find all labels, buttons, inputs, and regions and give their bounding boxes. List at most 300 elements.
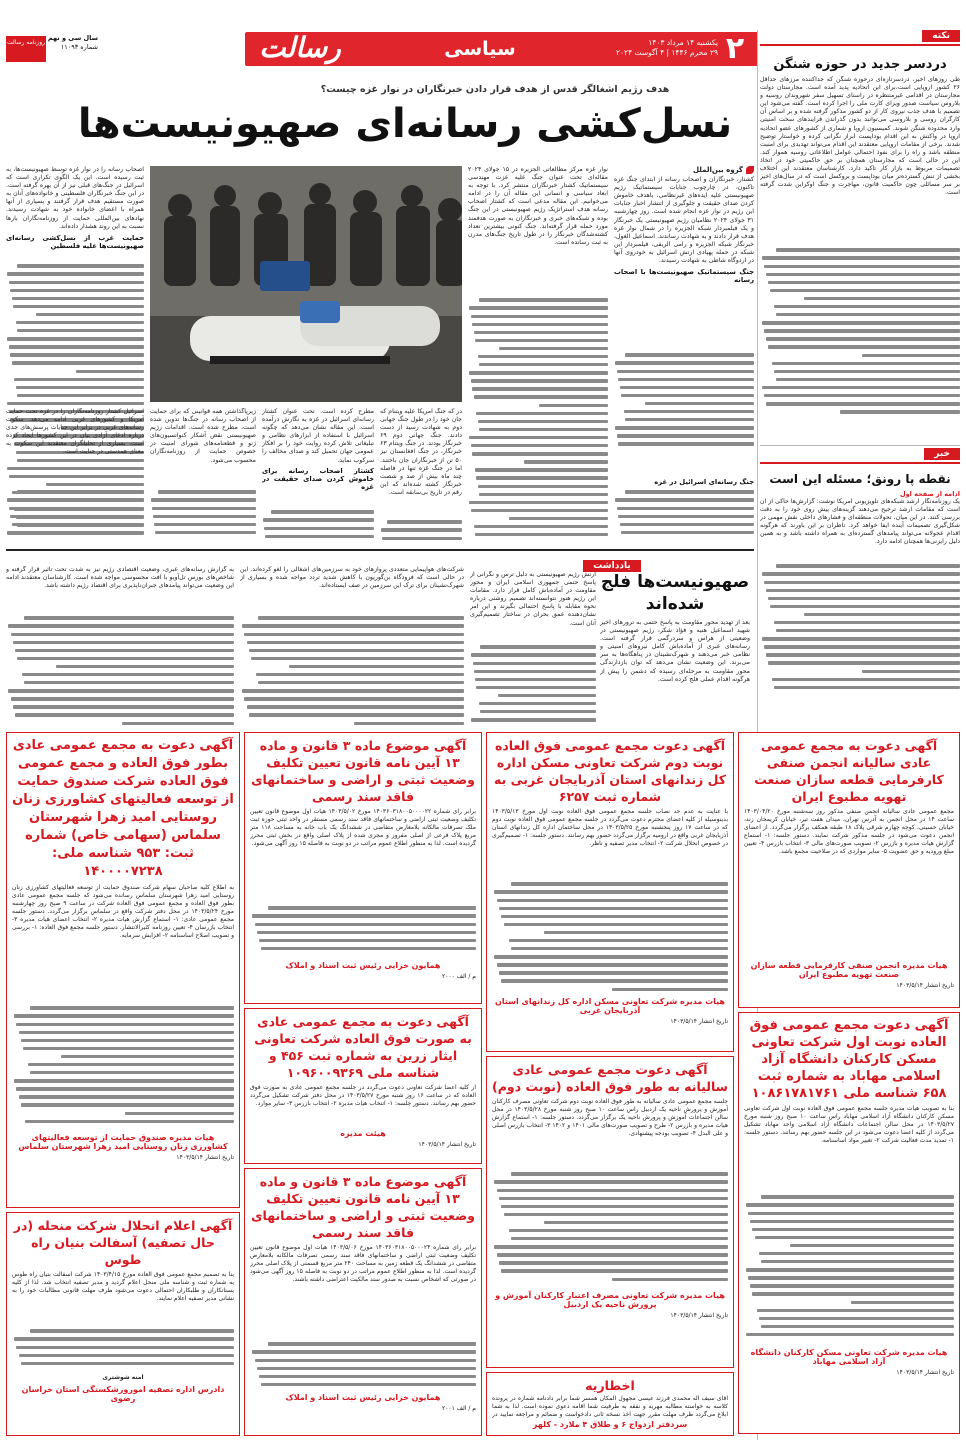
text-line-bar	[524, 460, 608, 463]
text-line	[468, 296, 608, 304]
text-line-bar	[501, 979, 728, 982]
lower2-continued	[262, 508, 374, 544]
main-lower-1-text: در که جنگ آمریکا علیه ویتنام که جان خود را در طول جنگ جهانی دوم به شهادت رسید از دست دادند. جنگ جهانی دوم ۶۹ خبرنگار بودند. در جنگ ویتنام ۶۳ خبرنگار، در جنگ افغانستان نیز ۵۰ تن از خبرنگاران جان باختند. اما در جنگ غزه تنها در فاصله چند ماه بیش از صد و شصت خبرنگار کشته شده‌اند که این رقم در تاریخ بی‌سابقه است.	[380, 408, 462, 496]
ad-1-sign: هیات مدیره انجمن صنفی کارفرمایی قطعه سازان صنعت تهویه مطبوع ایران	[750, 961, 948, 979]
text-line	[492, 1170, 728, 1178]
text-line-bar	[776, 313, 960, 316]
text-line	[492, 1243, 728, 1251]
date-block	[598, 38, 718, 58]
text-line	[6, 671, 234, 679]
text-line-bar	[618, 515, 754, 518]
text-line	[468, 304, 608, 312]
text-line-bar	[21, 1103, 234, 1106]
text-line-bar	[258, 616, 464, 619]
khabar-title: نقطه پا رونق؛ مسئله این است	[769, 472, 951, 486]
text-line	[6, 663, 234, 671]
text-line-bar	[790, 1244, 954, 1247]
text-line	[614, 432, 754, 440]
text-line	[380, 526, 462, 534]
text-line	[250, 904, 476, 912]
text-line	[760, 683, 960, 691]
text-line	[760, 254, 960, 262]
text-line-bar	[768, 597, 960, 600]
text-line	[150, 512, 256, 520]
text-line-bar	[764, 645, 960, 648]
text-line	[760, 246, 960, 254]
text-line-bar	[544, 931, 728, 934]
text-line-bar	[471, 379, 608, 382]
text-line-bar	[768, 661, 960, 664]
text-line-bar	[625, 490, 754, 493]
text-line	[614, 359, 754, 367]
text-line-bar	[268, 1342, 476, 1345]
text-line	[240, 638, 464, 646]
text-line-bar	[770, 289, 960, 292]
ad-8-body-text: برابر رای شماره ۱۴۰۳۶۰۳۱۸۰۰۵۰۰۰۲۴ مورخ ۱۴۰۳/۵/۰۶ هیات اول موضوع قانون تعیین تکلیف وضعیت ثبتی اراضی و ساختمانهای فاقد سند رسمی تصرفات مالکانه بلامعارض متقاضی در ششدانگ یک قطعه زمین به مساحت ۲۴۰ متر مربع قسمتی از پلاک اصلی محرز گردیده است. لذا به منظور اطلاع عموم مراتب در دو نوبت به فاصله ۱۵ روز آگهی می‌شود در صورتی که اشخاص نسبت به صدور سند مالکیت اعتراضی داشته باشند.	[250, 1244, 476, 1283]
text-line	[492, 985, 728, 993]
text-line-bar	[761, 1260, 954, 1263]
text-line-bar	[497, 1253, 728, 1256]
text-line-bar	[242, 689, 464, 692]
main-subhead-2: جنگ رسانه‌ای اسرائیل در غزه	[654, 478, 754, 486]
text-line	[468, 393, 608, 401]
ad-10-sign: سردفتر ازدواج ۶ و طلاق ۴ ملارد - کلهر	[532, 1420, 688, 1429]
text-line-bar	[259, 1375, 476, 1378]
text-line	[150, 496, 256, 504]
text-line	[6, 719, 234, 727]
text-line-bar	[17, 264, 144, 267]
text-line	[12, 1069, 234, 1077]
text-line-bar	[17, 394, 144, 397]
text-line-bar	[478, 355, 608, 358]
text-line	[262, 524, 374, 532]
text-line	[6, 335, 144, 343]
text-line	[492, 912, 728, 920]
text-line	[6, 638, 234, 646]
ad6-continued	[492, 1170, 728, 1288]
text-line-bar	[259, 939, 476, 942]
text-line	[6, 392, 144, 400]
text-line-bar	[764, 329, 960, 332]
text-line-bar	[382, 537, 462, 540]
text-line-bar	[13, 305, 144, 308]
text-line-bar	[476, 476, 608, 479]
text-line	[760, 570, 960, 578]
text-line	[744, 1290, 954, 1298]
text-line	[240, 711, 464, 719]
text-line	[614, 408, 754, 416]
text-line-bar	[501, 915, 728, 918]
text-line	[492, 969, 728, 977]
text-line	[760, 619, 960, 627]
issue-line: شماره ۱۱۰۹۳	[60, 43, 98, 51]
text-line-bar	[776, 629, 960, 632]
text-line	[250, 1356, 476, 1364]
text-line	[240, 671, 464, 679]
text-line-bar	[261, 947, 476, 950]
text-line-bar	[840, 410, 960, 413]
yaddasht-body	[600, 619, 750, 724]
text-line	[744, 1266, 954, 1274]
text-line-bar	[13, 705, 234, 708]
text-line-bar	[862, 354, 960, 357]
brand-logo: رسالت	[259, 31, 341, 64]
text-line-bar	[750, 1220, 954, 1223]
text-line-bar	[804, 297, 960, 300]
text-line	[6, 654, 234, 662]
text-line-bar	[615, 426, 754, 429]
ad-10-body: آقای سیف اله محمدی فرزند عیسی مجهول المکان همسر شما برابر دادنامه شماره در پرونده کلاسه به خواسته مطالبه مهریه و نفقه به طرفیت شما اقامه دعوی نموده است. لذا به شما ابلاغ می‌گردد ظرف مهلت مقرر جهت اخذ نسخه ثانی دادخواست و ضمائم و مراجعه نمایید در	[492, 1395, 728, 1418]
main-photo	[150, 166, 462, 402]
text-line-bar	[494, 1180, 728, 1183]
text-line-bar	[474, 670, 596, 673]
text-line	[760, 578, 960, 586]
text-line	[262, 532, 374, 540]
text-line-bar	[13, 641, 234, 644]
text-line	[6, 262, 144, 270]
text-line	[240, 695, 464, 703]
text-line-bar	[471, 315, 608, 318]
text-line-bar	[762, 256, 960, 259]
text-line-bar	[509, 1229, 728, 1232]
khabar-text-continued	[760, 562, 960, 698]
text-line	[492, 888, 728, 896]
text-line-bar	[475, 678, 596, 681]
text-line	[470, 675, 596, 683]
text-line	[760, 351, 960, 359]
ad-7	[244, 1008, 482, 1164]
text-line	[614, 383, 754, 391]
text-line	[468, 482, 608, 490]
text-line	[240, 646, 464, 654]
text-line-bar	[9, 345, 144, 348]
nokte-title: دردسر جدید در حوزه شنگن	[773, 57, 947, 72]
text-line	[250, 1380, 476, 1388]
ad-3	[244, 732, 482, 1004]
text-line-bar	[762, 386, 960, 389]
ad-3-date: م / الف ۲۰۰۰	[441, 973, 476, 980]
ad2-continued	[492, 880, 728, 994]
text-line-bar	[748, 1276, 954, 1279]
text-line	[492, 1275, 728, 1283]
text-line	[6, 270, 144, 278]
text-line	[6, 278, 144, 286]
text-line-bar	[761, 1325, 954, 1328]
text-line	[468, 426, 608, 434]
text-line-bar	[762, 321, 960, 324]
text-line-bar	[746, 1203, 954, 1206]
text-line	[12, 1020, 234, 1028]
main-headline: نسل‌کشی رسانه‌ای صهیونیست‌ها	[77, 101, 733, 147]
text-line-bar	[471, 653, 596, 656]
main-subhead-1: جنگ سیستماتیک صهیونیست‌ها با اصحاب رسانه	[614, 268, 754, 285]
ad-1	[738, 732, 960, 1008]
main-col-3-bottom	[6, 408, 144, 544]
text-line-bar	[24, 681, 234, 684]
text-line	[468, 353, 608, 361]
text-line	[760, 343, 960, 351]
text-line	[492, 937, 728, 945]
text-line-bar	[494, 890, 728, 893]
text-line-bar	[474, 331, 608, 334]
text-line-bar	[774, 305, 960, 308]
text-line-bar	[620, 386, 754, 389]
text-line-bar	[764, 394, 960, 397]
ad-6-sign: هیات مدیره شرکت تعاونی مصرف اعتبار کارکنان آموزش و پرورش ناحیه یک اردبیل	[495, 1291, 725, 1309]
nokte-body-text: طی روزهای اخیر، دردسرتازه‌ای درحوزه شنگن که جداکننده مرزهای حداقل ۲۶ کشور اروپایی است،برای این اتحادیه پدید آمده است. مجارستان دولت مجارستان در اقدامی غیرمنتظره در راستای تسهیل سفر شهروندان روسیه و بلاروس سیاست صدور ویزای کارت ملی را اجرا کرده است. گفته می‌شود این تصمیم با هدف جذب نیروی کار از دو کشور مذکور گرفته شده و بر اساس آن کارگران روسی و بلاروسی می‌توانند بدون گذراندن فرایندهای سخت امنیتی وارد محدوده شنگن شوند. کمیسیون اروپا و شماری از کشورهای عضو اتحادیه اروپا در واکنش به این اقدام بوداپست ابراز نگرانی کرده و خواستار توضیح شدند. برخی از مقامات اروپایی معتقدند این اقدام می‌تواند تهدیدی برای امنیت منطقه باشد و راه را برای نفوذ احتمالی عوامل اطلاعاتی روسیه هموار کند. این در حالی است که مجارستان همچنان بر حق حاکمیتی خود در اتخاذ تصمیمات مربوط به بازار کار تاکید دارد. کارشناسان معتقدند این اختلاف بخشی از تنش گسترده‌تر میان بوداپست و بروکسل است که در سال‌های اخیر بر سر مسائلی چون حاکمیت قانون، مهاجرت و جنگ اوکراین شدت گرفته است.	[760, 76, 960, 197]
text-line-bar	[153, 515, 256, 518]
text-line-bar	[249, 713, 464, 716]
text-line	[468, 369, 608, 377]
khabar-body-text: یک روزنامه‌نگار ارشد شبکه‌های تلویزیونی آمریکا نوشت: گزارش‌ها حاکی از آن است که مقامات ارشد ترجیح می‌دهند گزینه‌های پیش روی خود را به دقت بررسی کنند. در این میان، تحولات منطقه‌ای و فشارهای داخلی نقش مهمی در شکل‌گیری تصمیمات آینده ایفا خواهد کرد. ناظران بر این باورند که هرگونه اقدام عجولانه می‌تواند پیامدهای گسترده‌ای به همراه داشته باشد و به همین دلیل رایزنی‌ها همچنان ادامه دارد.	[760, 498, 960, 546]
text-line-bar	[539, 404, 608, 407]
text-line-bar	[14, 1014, 234, 1017]
text-line	[470, 667, 596, 675]
ad-4	[6, 732, 240, 1208]
text-line	[614, 375, 754, 383]
text-line	[240, 630, 464, 638]
yaddasht-col-3-text: شرکت‌های هواپیمایی متعددی پروازهای خود به سرزمین‌های اشغالی را لغو کرده‌اند. این در حالی است که فرودگاه بن‌گوریون با کاهش شدید تردد مواجه شده و بسیاری از شهرک‌نشینان برای ترک این سرزمین در صف ایستاده‌اند.	[240, 566, 464, 590]
text-line	[250, 1372, 476, 1380]
text-line	[12, 1109, 234, 1117]
text-line-bar	[497, 1189, 728, 1192]
ad-3-sign: همایون خزایی رئیس ثبت اسناد و املاک	[285, 961, 441, 970]
text-line	[760, 392, 960, 400]
text-line	[240, 622, 464, 630]
text-line	[6, 351, 144, 359]
ad-9-sign: دادرس اداره تصفیه امورورشکستگی استان خراسان رضوی	[21, 1385, 225, 1403]
text-line	[492, 929, 728, 937]
main-lower-1	[380, 408, 462, 544]
ad-6	[486, 1056, 734, 1368]
text-line	[240, 663, 464, 671]
text-line-bar	[469, 306, 608, 309]
text-line-bar	[511, 947, 728, 950]
text-line-bar	[479, 428, 608, 431]
text-line	[492, 1267, 728, 1275]
text-line	[468, 474, 608, 482]
text-line	[614, 416, 754, 424]
text-line-bar	[851, 1301, 954, 1304]
yaddasht-col-2	[470, 571, 596, 728]
text-line	[250, 1348, 476, 1356]
text-line-bar	[14, 378, 144, 381]
text-line	[744, 1233, 954, 1241]
text-line	[614, 400, 754, 408]
main-subhead-3: کشتار اصحاب رسانه برای خاموش کردن صدای حقیقت در غزه	[262, 466, 374, 491]
text-line-bar	[14, 1079, 234, 1082]
text-line-bar	[257, 931, 476, 934]
text-line-bar	[15, 713, 234, 716]
text-line	[614, 496, 754, 504]
text-line-bar	[770, 605, 960, 608]
ad-2-date: تاریخ انتشار ۱۴۰۳/۵/۱۴	[670, 1018, 728, 1025]
text-line-bar	[16, 1087, 234, 1090]
text-line-bar	[617, 434, 754, 437]
ad-5-date: تاریخ انتشار ۱۴۰۳/۵/۱۴	[896, 1369, 954, 1376]
text-line	[760, 562, 960, 570]
date-line-1: یکشنبه ۱۴ مرداد ۱۴۰۳	[648, 38, 718, 47]
text-line-bar	[258, 681, 464, 684]
text-line-bar	[479, 298, 608, 301]
text-line-bar	[7, 402, 144, 405]
text-line	[760, 286, 960, 294]
text-line	[760, 586, 960, 594]
ad-1-body: مجمع عمومی عادی سالیانه انجمن صنفی مذکور روز سه‌شنبه مورخ ۱۴۰۳/۰۴/۲۰ ساعت ۱۴ در محل انجمن به آدرس تهران، میدان هفت تیر، خیابان کریمخان زند، خیابان حسینی، کوچه چهارم شرقی پلاک ۱۸ طبقه همکف برگزار می‌گردد. از اعضای انجمن دعوت می‌شود در جلسه مذکور شرکت نمایند. دستور جلسه: ۱- استماع گزارش هیات مدیره و بازرس ۲- تصویب صورت‌های مالی ۳- انتخاب بازرس ۴- تعیین مبلغ ورودیه و حق عضویت ۵- سایر مواردی که در صلاحیت مجمع باشد.	[744, 808, 954, 855]
text-line	[760, 327, 960, 335]
ad-2-body	[492, 808, 728, 994]
ad-1-title: آگهی دعوت به مجمع عمومی عادی سالیانه انجمن صنفی کارفرمایی قطعه سازان صنعت تهویه مطبوع ایران	[754, 738, 944, 804]
ad-7-date: تاریخ انتشار ۱۴۰۳/۵/۱۴	[418, 1141, 476, 1148]
text-line	[468, 336, 608, 344]
col3-bottom-continued	[6, 488, 144, 544]
lower1-continued	[380, 518, 462, 544]
text-line-bar	[615, 361, 754, 364]
ad-6-date: تاریخ انتشار ۱۴۰۳/۵/۱۴	[670, 1312, 728, 1319]
text-line	[470, 683, 596, 691]
text-line-bar	[265, 535, 374, 538]
yaddasht-col2-continued	[470, 643, 596, 728]
text-line-bar	[28, 1063, 234, 1066]
text-line-bar	[625, 353, 754, 356]
text-line	[468, 515, 608, 523]
text-line	[492, 1219, 728, 1227]
ad-5-body	[744, 1105, 954, 1345]
text-line	[250, 1364, 476, 1372]
nokte-text-continued	[760, 246, 960, 421]
text-line-bar	[36, 313, 144, 316]
text-line	[760, 602, 960, 610]
text-line	[240, 614, 464, 622]
main-lower-4-text: اسرائیل کشتار روزنامه‌نگاران را در غزه تحت حمایت آمریکا و کشورهای غربی ادامه می‌دهد. سکوت رسانه‌های غربی در برابر این جنایات پرسش‌های جدی درباره ادعای آزادی بیان در این کشورها ایجاد کرده است. بسیاری از تحلیلگران معتقدند این سکوت به معنای همدستی در جنایت است.	[6, 408, 144, 456]
main-col-2-text: نوار غزه مرکز مطالعاتی الجزیره در ۱۵ جولای ۲۰۲۴ مقاله‌ای تحت عنوان جنگ علیه عزت مهندسی سیستماتیک کشتار خبرنگاران منتشر کرد. با توجه به ابعاد سیاسی و انسانی این مقاله آن را در ادامه می‌خوانیم. این مقاله مدعی است که کشتار اصحاب رسانه هدف استراتژیک رژیم صهیونیستی در این جنگ بوده و شبکه‌های خبری و خبرنگاران به صورت هدفمند مورد حمله قرار گرفته‌اند. جنگ کنونی بیشترین تعداد کشته‌شدگان خبرنگار را در طول تاریخ جنگ‌های مدرن به ثبت رسانده است.	[468, 166, 608, 246]
text-line	[12, 1044, 234, 1052]
text-line-bar	[474, 395, 608, 398]
text-line-bar	[504, 923, 728, 926]
yaddasht-col-2-text: ارتش رژیم صهیونیستی به دلیل ترس و نگرانی از پاسخ حتمی جمهوری اسلامی ایران و محور مقاومت در آماده‌باش کامل قرار دارد. مقامات این رژیم هنوز نتوانسته‌اند تصمیم روشنی درباره نحوه مقابله با پاسخ احتمالی بگیرند و این امر نشان‌دهنده عمق بحران در ساختار تصمیم‌گیری آنان است.	[470, 571, 596, 627]
text-line-bar	[244, 633, 464, 636]
main-col-3-text: اصحاب رسانه را در نوار غزه توسط صهیونیست‌ها، به ثبت رسیده است. این یک الگوی تکراری است که اسرائیل در جنگ‌های قبلی نیز از آن بهره گرفته است. در این جنگ خبرنگاران فلسطینی و خانواده‌های آنان به صورت مستقیم هدف قرار گرفتند و بسیاری از آنها همراه با اعضای خانواده خود به شهادت رسیدند. نهادهای بین‌المللی حمایت از روزنامه‌نگاران بارها نسبت به این روند هشدار داده‌اند.	[6, 166, 144, 230]
text-line-bar	[766, 589, 960, 592]
text-line	[744, 1314, 954, 1322]
text-line-bar	[255, 923, 476, 926]
main-lower-2-text: مطرح کرده است. تحت عنوان کشتار رسانه‌ای اسرائیل در غزه به نگارش درآمده است. این مقاله نشان می‌دهد که چگونه اسرائیل با استفاده از ابزارهای نظامی و تبلیغاتی تلاش کرده روایت خود را بر افکار عمومی جهان تحمیل کند و صدای مخالف را سرکوب نماید.	[262, 408, 374, 464]
ad-3-title: آگهی موضوع ماده ۳ قانون و ماده ۱۳ آیین نامه قانون تعیین تکلیف وضعیت ثبتی و اراضی و ساختمانهای فاقد سند رسمی	[251, 738, 475, 804]
text-line-bar	[475, 468, 608, 471]
text-line-bar	[8, 624, 234, 627]
text-line-bar	[13, 531, 144, 534]
text-line-bar	[768, 345, 960, 348]
text-line	[614, 528, 754, 536]
text-line	[12, 1061, 234, 1069]
text-line-bar	[615, 498, 754, 501]
text-line-bar	[255, 1359, 476, 1362]
text-line-bar	[766, 337, 960, 340]
text-line	[6, 375, 144, 383]
text-line	[492, 904, 728, 912]
text-line-bar	[768, 281, 960, 284]
text-line-bar	[12, 361, 144, 364]
text-line-bar	[15, 649, 234, 652]
text-line-bar	[61, 1055, 234, 1058]
text-line-bar	[16, 1023, 234, 1026]
yaddasht-col3-continued	[240, 614, 464, 728]
text-line-bar	[620, 523, 754, 526]
text-line-bar	[750, 1284, 954, 1287]
text-line	[468, 531, 608, 539]
ad-2-sign: هیات مدیره شرکت تعاونی مسکن اداره کل زندانهای استان آذربایجان غربی	[495, 997, 725, 1015]
text-line-bar	[152, 507, 256, 510]
text-line	[6, 367, 144, 375]
text-line	[760, 643, 960, 651]
text-line-bar	[154, 523, 256, 526]
text-line	[760, 303, 960, 311]
section-title: سیاسی	[444, 38, 516, 60]
ad-8-date: م / الف ۲۰۰۱	[441, 1405, 476, 1412]
text-line	[6, 400, 144, 408]
text-line-bar	[755, 1236, 955, 1239]
text-line	[760, 295, 960, 303]
text-line	[250, 912, 476, 920]
text-line-bar	[772, 678, 960, 681]
text-line-bar	[759, 1252, 954, 1255]
text-line	[492, 1202, 728, 1210]
yaddasht-section	[470, 553, 754, 728]
text-line-bar	[480, 645, 596, 648]
text-line-bar	[774, 370, 960, 373]
yaddasht-col-3	[240, 566, 464, 728]
text-line-bar	[11, 633, 234, 636]
text-line	[12, 1335, 234, 1343]
ad-7-body: از کلیه اعضا شرکت تعاونی دعوت می‌گردد در جلسه مجمع عمومی عادی به صورت فوق العاده که در ساعت ۱۶ روز شنبه مورخ ۱۴۰۳/۵/۲۷ در محل دفتر شرکت تشکیل می‌گردد حضور بهم رسانند. دستور جلسه: ۱- انتخاب هیات مدیره ۲- انتخاب بازرس ۳- سایر موارد.	[250, 1084, 476, 1107]
text-line	[468, 377, 608, 385]
brand-small: روزنامه رسالت	[6, 36, 46, 62]
text-line-bar	[757, 1309, 954, 1312]
ad-2	[486, 732, 734, 1052]
yaddasht-col-4-text: به گزارش رسانه‌های عبری، وضعیت اقتصادی رژیم نیز به شدت تحت تاثیر قرار گرفته و شاخص‌های بورس تل‌آویو با افت محسوسی مواجه شده است. کارشناسان معتقدند ادامه این وضعیت می‌تواند پیامدهای جبران‌ناپذیری برای اقتصاد رژیم داشته باشد.	[6, 566, 234, 590]
text-line	[614, 488, 754, 496]
text-line-bar	[247, 641, 464, 644]
text-line-bar	[261, 1383, 476, 1386]
text-line-bar	[24, 616, 234, 619]
text-line	[492, 920, 728, 928]
text-line-bar	[766, 402, 960, 405]
main-kicker: هدف رژیم اشغالگر قدس از هدف قرار دادن خبرنگاران در نوار غزه چیست؟	[320, 84, 670, 95]
text-line	[468, 328, 608, 336]
ad-7-sign: هیئت مدیره	[340, 1129, 386, 1138]
text-line	[492, 896, 728, 904]
text-line-bar	[264, 527, 374, 530]
text-line-bar	[158, 490, 256, 493]
text-line	[240, 719, 464, 727]
text-line	[760, 611, 960, 619]
text-line	[240, 703, 464, 711]
text-line-bar	[16, 321, 144, 324]
text-line	[240, 679, 464, 687]
col2-continued	[468, 296, 608, 544]
text-line-bar	[271, 510, 374, 513]
text-line	[492, 1235, 728, 1243]
khabar-tag: خبر	[924, 448, 960, 460]
ad-2-body-text: با عنایت به عدم حد نصاب جلسه مجمع عمومی فوق العاده نوبت اول مورخ ۱۴۰۳/۵/۱۳ بدینوسیله از کلیه اعضای محترم دعوت می‌گردد در جلسه مجمع عمومی فوق العاده نوبت دوم که در ساعت ۱۷ روز پنجشنبه مورخ ۱۴۰۳/۵/۲۵ در محل ساختمان اداره کل زندانهای استان آذربایجان غربی واقع در ارومیه برگزار می‌گردد حضور بهم رسانند. دستور جلسه: ۱- تصمیم‌گیری در خصوص انحلال شرکت ۲- انتخاب مدیر تصفیه و ناظر.	[492, 808, 728, 847]
ad-2-title: آگهی دعوت مجمع عمومی فوق العاده نوبت دوم شرکت تعاونی مسکن اداره کل زندانهای استان آذربایجان غربی به شماره ثبت ۶۲۵۷	[494, 738, 726, 804]
text-line	[744, 1331, 954, 1339]
text-line	[614, 367, 754, 375]
text-line	[6, 695, 234, 703]
text-line-bar	[471, 444, 608, 447]
text-line-bar	[761, 1195, 954, 1198]
text-line	[250, 944, 476, 952]
